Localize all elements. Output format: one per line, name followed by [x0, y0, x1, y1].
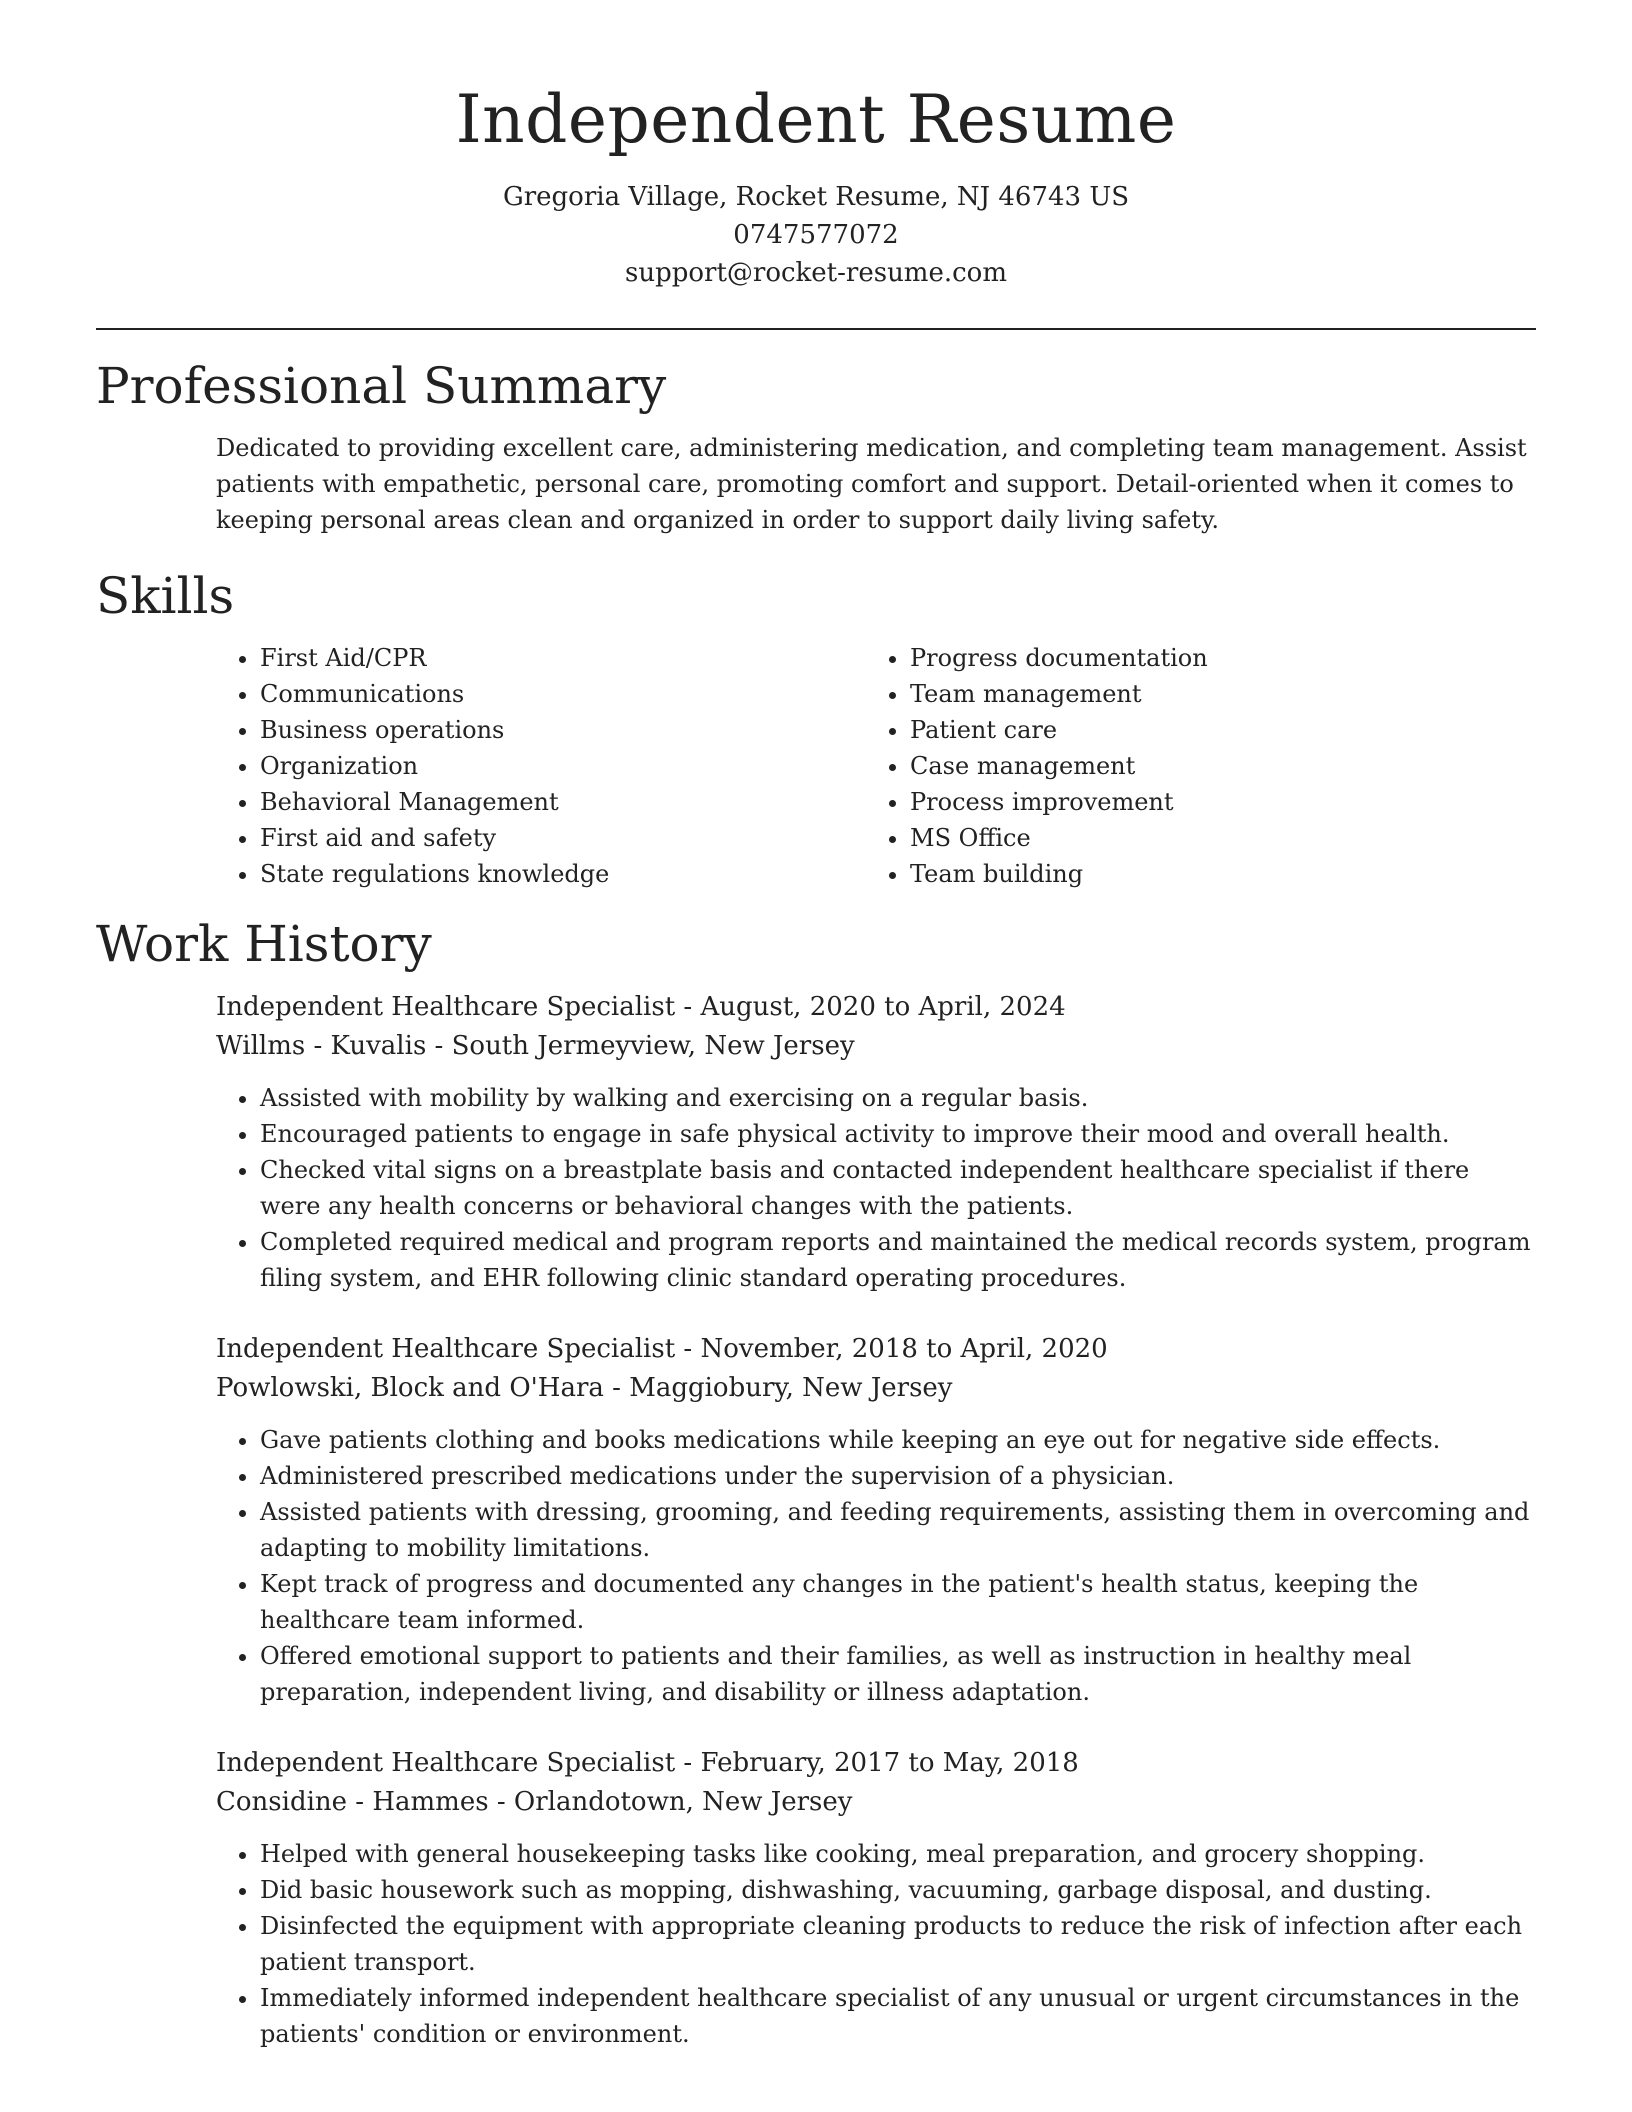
skill-item: • State regulations knowledge — [260, 856, 866, 892]
job-entry — [216, 988, 1536, 1296]
job-bullet-list — [216, 1080, 1536, 1296]
skill-item: • MS Office — [910, 820, 1466, 856]
work-history-section — [96, 914, 1536, 2052]
summary-text: Dedicated to providing excellent care, administering medication, and completing team management. Assist patients with empathetic, personal care, promoting comfort and support. Detail-oriented when it comes to keeping personal areas clean and organized in order to support daily living safety. — [216, 433, 1527, 534]
job-company-line: Considine - Hammes - Orlandotown, New Jersey — [216, 1786, 853, 1817]
resume-header — [96, 82, 1536, 292]
skill-item: • First Aid/CPR — [260, 640, 866, 676]
job-bullet-list — [216, 1422, 1536, 1710]
skill-item: • Business operations — [260, 712, 866, 748]
skill-item: • Patient care — [910, 712, 1466, 748]
job-bullet: • Gave patients clothing and books medications while keeping an eye out for negative side effects. — [260, 1422, 1536, 1458]
skills-section — [96, 566, 1536, 892]
job-bullet-list — [216, 1836, 1536, 2052]
work-history-title: Work History — [96, 914, 432, 973]
skill-item: • Team management — [910, 676, 1466, 712]
job-entry — [216, 1330, 1536, 1710]
job-bullet: • Assisted with mobility by walking and exercising on a regular basis. — [260, 1080, 1536, 1116]
skill-item: • Team building — [910, 856, 1466, 892]
skill-item: • Process improvement — [910, 784, 1466, 820]
skill-item: • Behavioral Management — [260, 784, 866, 820]
skill-item: • Case management — [910, 748, 1466, 784]
job-bullet: • Completed required medical and program reports and maintained the medical records system, program filing system, and EHR following clinic standard operating procedures. — [260, 1224, 1536, 1296]
job-bullet: • Checked vital signs on a breastplate basis and contacted independent healthcare specialist if there were any health concerns or behavioral changes with the patients. — [260, 1152, 1536, 1224]
skill-item: • Communications — [260, 676, 866, 712]
job-company-line: Willms - Kuvalis - South Jermeyview, New Jersey — [216, 1030, 855, 1061]
skills-columns — [216, 640, 1536, 892]
skills-title: Skills — [96, 566, 235, 625]
skill-item: • Organization — [260, 748, 866, 784]
resume-name: Independent Resume — [455, 81, 1177, 158]
skills-list-right — [866, 640, 1466, 892]
job-bullet: • Disinfected the equipment with appropriate cleaning products to reduce the risk of infection after each patient transport. — [260, 1908, 1536, 1980]
job-title-line: Independent Healthcare Specialist - February, 2017 to May, 2018 — [216, 1747, 1079, 1778]
job-company-line: Powlowski, Block and O'Hara - Maggiobury, New Jersey — [216, 1372, 953, 1403]
skill-item: • Progress documentation — [910, 640, 1466, 676]
summary-title: Professional Summary — [96, 356, 667, 415]
contact-email: support@rocket-resume.com — [624, 257, 1007, 288]
job-bullet: • Kept track of progress and documented any changes in the patient's health status, keeping the healthcare team informed. — [260, 1566, 1536, 1638]
skills-list-left — [216, 640, 866, 892]
job-bullet: • Helped with general housekeeping tasks like cooking, meal preparation, and grocery shopping. — [260, 1836, 1536, 1872]
job-title-line: Independent Healthcare Specialist - August, 2020 to April, 2024 — [216, 991, 1066, 1022]
job-bullet: • Assisted patients with dressing, grooming, and feeding requirements, assisting them in overcoming and adapting to mobility limitations. — [260, 1494, 1536, 1566]
skill-item: • First aid and safety — [260, 820, 866, 856]
job-bullet: • Administered prescribed medications under the supervision of a physician. — [260, 1458, 1536, 1494]
summary-section — [96, 356, 1536, 538]
job-bullet: • Offered emotional support to patients and their families, as well as instruction in healthy meal preparation, independent living, and disability or illness adaptation. — [260, 1638, 1536, 1710]
header-divider — [96, 328, 1536, 330]
job-bullet: • Encouraged patients to engage in safe physical activity to improve their mood and overall health. — [260, 1116, 1536, 1152]
contact-phone: 0747577072 — [733, 219, 899, 250]
job-bullet: • Immediately informed independent healthcare specialist of any unusual or urgent circumstances in the patients' condition or environment. — [260, 1980, 1536, 2052]
job-title-line: Independent Healthcare Specialist - November, 2018 to April, 2020 — [216, 1333, 1108, 1364]
contact-address: Gregoria Village, Rocket Resume, NJ 46743 US — [502, 181, 1130, 212]
job-entry — [216, 1744, 1536, 2052]
job-bullet: • Did basic housework such as mopping, dishwashing, vacuuming, garbage disposal, and dusting. — [260, 1872, 1536, 1908]
